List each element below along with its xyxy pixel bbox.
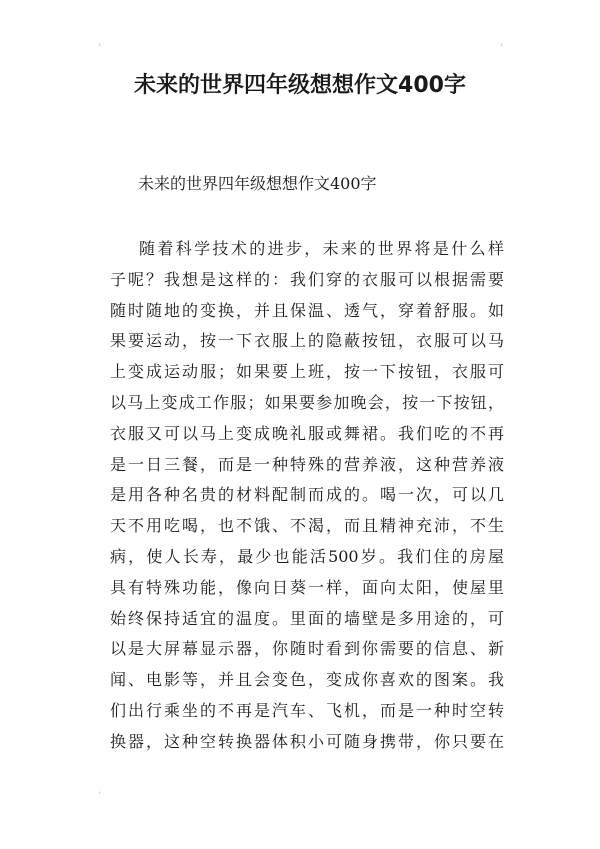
document-subtitle: 未来的世界四年级想想作文400字 [138,174,377,193]
body-line: 子呢？我想是这样的：我们穿的衣服可以根据需要 [110,269,504,289]
essay-body [110,234,504,758]
body-line: 病，使人长寿，最少也能活500岁。我们住的房屋 [110,546,504,566]
body-line: 们出行乘坐的不再是汽车、飞机，而是一种时空转 [110,700,504,720]
body-line: 衣服又可以马上变成晚礼服或舞裙。我们吃的不再 [110,423,504,443]
corner-mark-bottom-left: , [98,785,102,796]
corner-mark-top-left: , [98,37,102,48]
body-line: 具有特殊功能，像向日葵一样，面向太阳，使屋里 [110,577,504,597]
body-line: 以马上变成工作服；如果要参加晚会，按一下按钮， [110,392,504,412]
body-line: 闻、电影等，并且会变色，变成你喜欢的图案。我 [110,670,504,690]
body-line: 随着科学技术的进步，未来的世界将是什么样 [139,239,504,258]
document-title: 未来的世界四年级想想作文400字 [134,73,466,98]
body-line: 天不用吃喝，也不饿、不渴，而且精神充沛，不生 [110,516,504,536]
body-line: 以是大屏幕显示器，你随时看到你需要的信息、新 [110,639,504,659]
body-line: 是一日三餐，而是一种特殊的营养液，这种营养液 [110,454,504,474]
body-line: 上变成运动服；如果要上班，按一下按钮，衣服可 [110,362,504,382]
body-line: 果要运动，按一下衣服上的隐蔽按钮，衣服可以马 [110,331,504,351]
body-line: 始终保持适宜的温度。里面的墙壁是多用途的，可 [110,608,504,628]
corner-mark-top-right: , [500,37,504,48]
body-line: 是用各种名贵的材料配制而成的。喝一次，可以几 [110,485,504,505]
body-line: 换器，这种空转换器体积小可随身携带，你只要在 [110,731,504,751]
body-line: 随时随地的变换，并且保温、透气，穿着舒服。如 [110,300,504,320]
